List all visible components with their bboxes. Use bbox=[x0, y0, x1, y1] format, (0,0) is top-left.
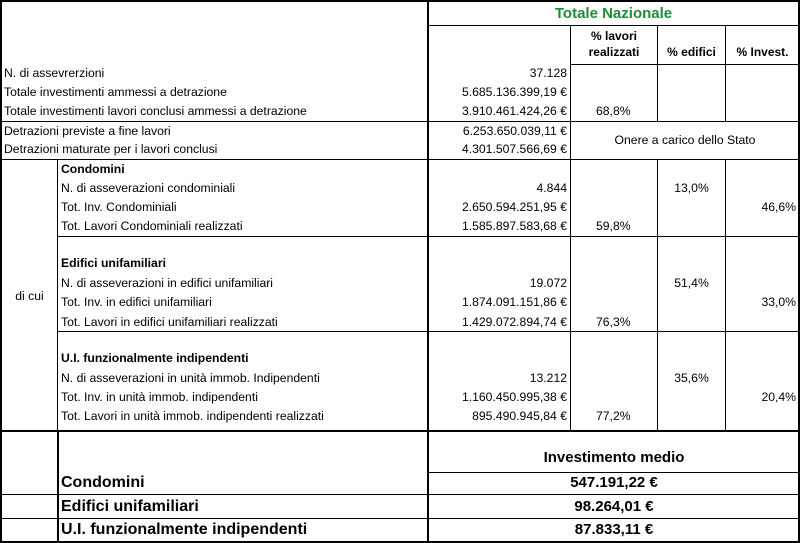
col-invest-header: % Invest. bbox=[736, 45, 789, 59]
unifamiliari-lav-label: Tot. Lavori in edifici unifamiliari realizzati bbox=[61, 315, 278, 329]
medio-condomini-label: Condomini bbox=[61, 474, 145, 491]
inv-ammessi-value: 5.685.136.399,19 € bbox=[461, 85, 567, 99]
detrazioni-maturate-value: 4.301.507.566,69 € bbox=[461, 142, 567, 156]
unifamiliari-n-label: N. di asseverazioni in edifici unifamiliari bbox=[61, 276, 274, 290]
unifamiliari-lav-value: 1.429.072.894,74 € bbox=[461, 315, 567, 329]
indipendenti-inv-label: Tot. Inv. in unità immob. indipendenti bbox=[61, 390, 258, 404]
onere-note: Onere a carico dello Stato bbox=[614, 133, 756, 147]
condomini-n-label: N. di asseverazioni condominiali bbox=[61, 181, 236, 195]
border-top bbox=[0, 0, 800, 2]
edifici-column-divider-top bbox=[657, 25, 658, 122]
border-left bbox=[0, 0, 2, 543]
condomini-lav-pct: 59,8% bbox=[596, 219, 631, 233]
unifamiliari-n-value: 19.072 bbox=[529, 276, 567, 290]
dicui-divider bbox=[57, 160, 58, 431]
asseverazioni-label: N. di assevrerzioni bbox=[4, 66, 105, 80]
indipendenti-lav-pct: 77,2% bbox=[596, 409, 631, 423]
lavori-column-divider bbox=[570, 25, 571, 431]
summary-separator bbox=[0, 121, 799, 122]
dicui-label: di cui bbox=[15, 289, 44, 303]
indipendenti-inv-value: 1.160.450.995,38 € bbox=[461, 390, 567, 404]
detrazioni-previste-label: Detrazioni previste a fine lavori bbox=[4, 124, 171, 138]
value-column-divider bbox=[427, 0, 429, 431]
condomini-n-pct: 13,0% bbox=[674, 181, 709, 195]
unifamiliari-heading: Edifici unifamiliari bbox=[61, 256, 166, 270]
indipendenti-heading: U.I. funzionalmente indipendenti bbox=[61, 351, 249, 365]
detrazioni-maturate-label: Detrazioni maturate per i lavori conclusi bbox=[4, 142, 218, 156]
col-lavori-header-2: realizzati bbox=[588, 45, 640, 59]
medio-left-divider bbox=[57, 431, 59, 542]
inv-conclusi-pct: 68,8% bbox=[596, 104, 631, 118]
title-underline bbox=[428, 25, 799, 26]
col-edifici-header: % edifici bbox=[667, 45, 716, 59]
condomini-inv-value: 2.650.594.251,95 € bbox=[461, 200, 567, 214]
invest-column-divider-top bbox=[725, 25, 726, 122]
medio-heading: Investimento medio bbox=[543, 449, 685, 466]
inv-ammessi-label: Totale investimenti ammessi a detrazione bbox=[4, 85, 227, 99]
medio-indipendenti-value: 87.833,11 € bbox=[574, 521, 654, 538]
indipendenti-n-pct: 35,6% bbox=[674, 371, 709, 385]
unifamiliari-inv-pct: 33,0% bbox=[761, 295, 796, 309]
page-title: Totale Nazionale bbox=[554, 5, 673, 22]
indipendenti-lav-value: 895.490.945,84 € bbox=[472, 409, 567, 423]
condomini-lav-value: 1.585.897.583,68 € bbox=[461, 219, 567, 233]
detrazioni-separator bbox=[0, 159, 799, 160]
inv-conclusi-value: 3.910.461.424,26 € bbox=[461, 104, 567, 118]
unifamiliari-n-pct: 51,4% bbox=[674, 276, 709, 290]
col-lavori-header-1: % lavori bbox=[590, 29, 638, 43]
condomini-lav-label: Tot. Lavori Condominiali realizzati bbox=[61, 219, 243, 233]
condomini-heading: Condomini bbox=[61, 162, 125, 176]
header-underline bbox=[570, 64, 799, 65]
condomini-inv-pct: 46,6% bbox=[761, 200, 796, 214]
unifamiliari-lav-pct: 76,3% bbox=[596, 315, 631, 329]
indipendenti-lav-label: Tot. Lavori in unità immob. indipendenti realizzati bbox=[61, 409, 324, 423]
medio-indipendenti-label: U.I. funzionalmente indipendenti bbox=[61, 521, 308, 538]
indipendenti-n-value: 13.212 bbox=[529, 371, 567, 385]
indipendenti-n-label: N. di asseverazioni in unità immob. Indipendenti bbox=[61, 371, 320, 385]
unifamiliari-inv-label: Tot. Inv. in edifici unifamiliari bbox=[61, 295, 212, 309]
edifici-column-divider-bottom bbox=[657, 160, 658, 431]
medio-unifamiliari-value: 98.264,01 € bbox=[574, 498, 654, 515]
medio-unifamiliari-label: Edifici unifamiliari bbox=[61, 498, 199, 515]
inv-conclusi-label: Totale investimenti lavori conclusi ammessi a detrazione bbox=[4, 104, 307, 118]
condomini-inv-label: Tot. Inv. Condominiali bbox=[61, 200, 177, 214]
unifamiliari-separator bbox=[57, 331, 799, 332]
asseverazioni-value: 37.128 bbox=[529, 66, 567, 80]
detrazioni-previste-value: 6.253.650.039,11 € bbox=[462, 124, 567, 138]
condomini-separator bbox=[57, 236, 799, 237]
medio-condomini-value: 547.191,22 € bbox=[570, 474, 658, 491]
medio-row-1-line bbox=[0, 494, 799, 495]
indipendenti-inv-pct: 20,4% bbox=[761, 390, 796, 404]
condomini-n-value: 4.844 bbox=[536, 181, 567, 195]
medio-separator bbox=[0, 430, 800, 432]
unifamiliari-inv-value: 1.874.091.151,86 € bbox=[461, 295, 567, 309]
